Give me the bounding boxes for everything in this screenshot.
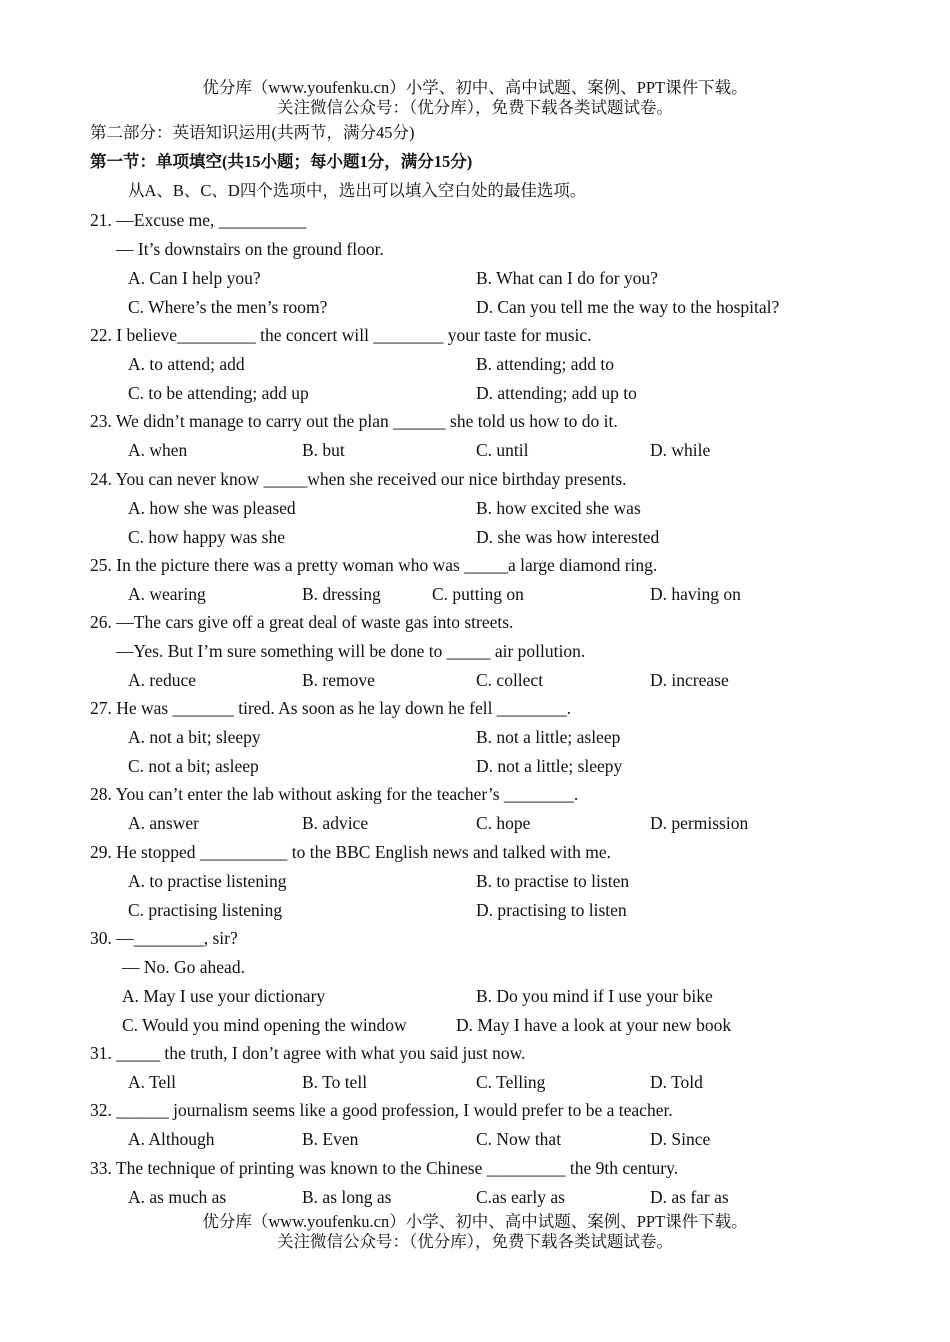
question-28-option-c[interactable]: C. hope bbox=[476, 813, 531, 833]
section-title: 第一节：单项填空(共15小题；每小题1分，满分15分) bbox=[90, 152, 473, 171]
question-25-stem: 25. In the picture there was a pretty woman who was _____a large diamond ring. bbox=[90, 555, 658, 575]
question-32-option-d[interactable]: D. Since bbox=[650, 1129, 711, 1149]
question-26-stem: 26. —The cars give off a great deal of waste gas into streets. bbox=[90, 612, 514, 632]
question-24-stem: 24. You can never know _____when she received our nice birthday presents. bbox=[90, 469, 627, 489]
question-23-stem: 23. We didn’t manage to carry out the plan ______ she told us how to do it. bbox=[90, 411, 618, 431]
question-27-option-c[interactable]: C. not a bit; asleep bbox=[128, 756, 259, 776]
question-27-option-d[interactable]: D. not a little; sleepy bbox=[476, 756, 623, 776]
question-21-option-a[interactable]: A. Can I help you? bbox=[128, 268, 261, 288]
question-24-option-c[interactable]: C. how happy was she bbox=[128, 527, 285, 547]
question-30-option-a[interactable]: A. May I use your dictionary bbox=[122, 986, 326, 1006]
footer-line-1: 优分库（www.youfenku.cn）小学、初中、高中试题、案例、PPT课件下载。 bbox=[202, 1212, 748, 1231]
question-23-option-a[interactable]: A. when bbox=[128, 440, 188, 460]
question-24-option-a[interactable]: A. how she was pleased bbox=[128, 498, 296, 518]
question-33-option-c[interactable]: C.as early as bbox=[476, 1187, 565, 1207]
question-30-reply: — No. Go ahead. bbox=[122, 957, 245, 977]
question-26-option-b[interactable]: B. remove bbox=[302, 670, 375, 690]
question-31-option-d[interactable]: D. Told bbox=[650, 1072, 703, 1092]
question-32-stem: 32. ______ journalism seems like a good profession, I would prefer to be a teacher. bbox=[90, 1100, 673, 1120]
instruction: 从A、B、C、D四个选项中，选出可以填入空白处的最佳选项。 bbox=[128, 181, 587, 200]
question-21-option-d[interactable]: D. Can you tell me the way to the hospital? bbox=[476, 297, 780, 317]
question-25-option-c[interactable]: C. putting on bbox=[432, 584, 524, 604]
question-26-option-a[interactable]: A. reduce bbox=[128, 670, 197, 690]
question-31-option-c[interactable]: C. Telling bbox=[476, 1072, 546, 1092]
question-29-option-b[interactable]: B. to practise to listen bbox=[476, 871, 630, 891]
question-32-option-a[interactable]: A. Although bbox=[128, 1129, 215, 1149]
question-29-option-d[interactable]: D. practising to listen bbox=[476, 900, 627, 920]
question-28-stem: 28. You can’t enter the lab without asking for the teacher’s ________. bbox=[90, 784, 579, 804]
header-line-2: 关注微信公众号：（优分库），免费下载各类试题试卷。 bbox=[277, 98, 673, 117]
question-27-stem: 27. He was _______ tired. As soon as he lay down he fell ________. bbox=[90, 698, 572, 718]
question-33-stem: 33. The technique of printing was known to the Chinese _________ the 9th century. bbox=[90, 1158, 679, 1178]
question-22-option-b[interactable]: B. attending; add to bbox=[476, 354, 615, 374]
question-25-option-b[interactable]: B. dressing bbox=[302, 584, 381, 604]
question-29-option-c[interactable]: C. practising listening bbox=[128, 900, 283, 920]
question-30-option-d[interactable]: D. May I have a look at your new book bbox=[456, 1015, 732, 1035]
question-21-option-b[interactable]: B. What can I do for you? bbox=[476, 268, 658, 288]
part-title: 第二部分：英语知识运用(共两节，满分45分) bbox=[90, 123, 415, 142]
question-24-option-b[interactable]: B. how excited she was bbox=[476, 498, 641, 518]
question-21-stem: 21. —Excuse me, __________ bbox=[90, 210, 307, 230]
question-22-option-a[interactable]: A. to attend; add bbox=[128, 354, 245, 374]
question-33-option-d[interactable]: D. as far as bbox=[650, 1187, 729, 1207]
question-22-stem: 22. I believe_________ the concert will ________ your taste for music. bbox=[90, 325, 592, 345]
question-30-option-b[interactable]: B. Do you mind if I use your bike bbox=[476, 986, 713, 1006]
question-33-option-b[interactable]: B. as long as bbox=[302, 1187, 392, 1207]
question-27-option-b[interactable]: B. not a little; asleep bbox=[476, 727, 621, 747]
question-26-option-c[interactable]: C. collect bbox=[476, 670, 544, 690]
question-22-option-d[interactable]: D. attending; add up to bbox=[476, 383, 637, 403]
question-33-option-a[interactable]: A. as much as bbox=[128, 1187, 227, 1207]
question-24-option-d[interactable]: D. she was how interested bbox=[476, 527, 660, 547]
footer-line-2: 关注微信公众号：（优分库），免费下载各类试题试卷。 bbox=[277, 1232, 673, 1251]
question-23-option-d[interactable]: D. while bbox=[650, 440, 711, 460]
question-21-reply: — It’s downstairs on the ground floor. bbox=[116, 239, 384, 259]
question-23-option-b[interactable]: B. but bbox=[302, 440, 345, 460]
question-29-stem: 29. He stopped __________ to the BBC English news and talked with me. bbox=[90, 842, 612, 862]
question-26-reply: —Yes. But I’m sure something will be done to _____ air pollution. bbox=[116, 641, 586, 661]
question-25-option-d[interactable]: D. having on bbox=[650, 584, 741, 604]
question-30-option-c[interactable]: C. Would you mind opening the window bbox=[122, 1015, 407, 1035]
question-25-option-a[interactable]: A. wearing bbox=[128, 584, 206, 604]
question-21-option-c[interactable]: C. Where’s the men’s room? bbox=[128, 297, 328, 317]
question-23-option-c[interactable]: C. until bbox=[476, 440, 529, 460]
question-32-option-b[interactable]: B. Even bbox=[302, 1129, 359, 1149]
question-28-option-a[interactable]: A. answer bbox=[128, 813, 199, 833]
question-28-option-b[interactable]: B. advice bbox=[302, 813, 369, 833]
question-31-option-a[interactable]: A. Tell bbox=[128, 1072, 177, 1092]
question-31-stem: 31. _____ the truth, I don’t agree with what you said just now. bbox=[90, 1043, 526, 1063]
question-31-option-b[interactable]: B. To tell bbox=[302, 1072, 368, 1092]
question-29-option-a[interactable]: A. to practise listening bbox=[128, 871, 287, 891]
question-28-option-d[interactable]: D. permission bbox=[650, 813, 749, 833]
header-line-1: 优分库（www.youfenku.cn）小学、初中、高中试题、案例、PPT课件下载。 bbox=[202, 78, 748, 97]
question-26-option-d[interactable]: D. increase bbox=[650, 670, 729, 690]
question-27-option-a[interactable]: A. not a bit; sleepy bbox=[128, 727, 261, 747]
question-30-stem: 30. —________, sir? bbox=[90, 928, 238, 948]
question-22-option-c[interactable]: C. to be attending; add up bbox=[128, 383, 309, 403]
question-32-option-c[interactable]: C. Now that bbox=[476, 1129, 562, 1149]
